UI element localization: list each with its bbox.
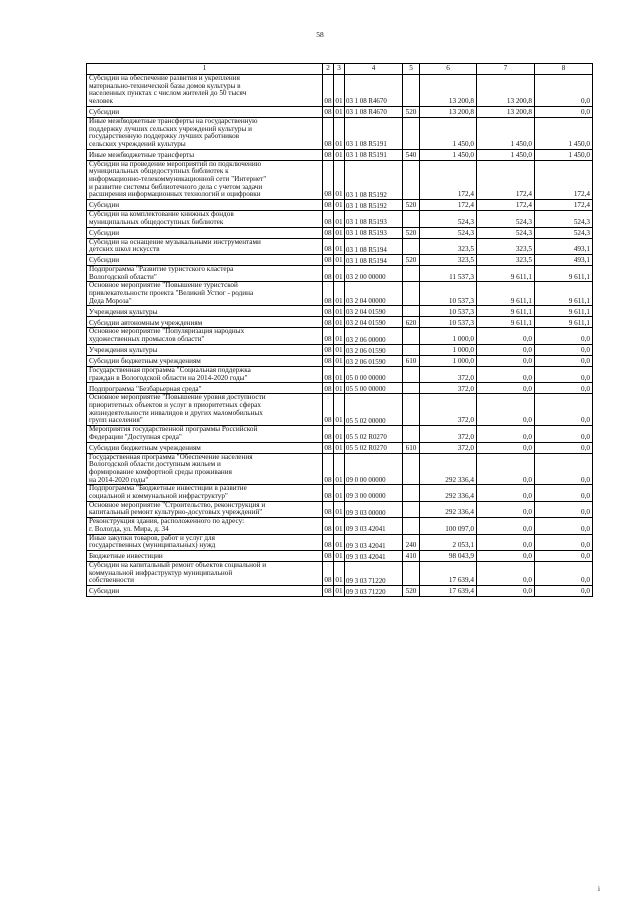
row-amount-col6-cell: 292 336,4 xyxy=(420,501,477,517)
row-name-cell: Бюджетные инвестиции xyxy=(87,550,323,561)
row-name-cell: Субсидии автономным учреждениям xyxy=(87,317,323,328)
row-expense-type-cell: 620 xyxy=(403,317,420,328)
row-amount-col8-cell: 0,0 xyxy=(535,534,593,550)
row-subsection-cell: 01 xyxy=(334,282,345,306)
row-amount-col6-cell: 13 200,8 xyxy=(420,75,477,107)
row-section-cell: 08 xyxy=(323,561,334,585)
row-section-cell: 08 xyxy=(324,346,332,355)
table-row xyxy=(87,442,593,453)
row-amount-col8-cell: 0,0 xyxy=(535,366,593,382)
row-expense-type-cell xyxy=(403,328,420,344)
table-row xyxy=(87,238,593,254)
row-amount-col7-cell: 0,0 xyxy=(477,534,535,550)
row-amount-col8-cell: 493,1 xyxy=(535,238,593,254)
row-amount-col6-cell: 372,0 xyxy=(420,366,477,382)
row-target-article-cell: 05 5 00 00000 xyxy=(345,383,403,394)
row-amount-col7-cell: 0,0 xyxy=(477,550,535,561)
row-amount-col6-cell: 372,0 xyxy=(420,442,477,453)
row-subsection-cell: 01 xyxy=(335,443,343,452)
row-amount-col8-cell: 0,0 xyxy=(535,518,593,534)
row-target-article-cell: 09 3 03 42041 xyxy=(345,534,403,550)
row-name-cell: Государственная программа "Социальная поддержка граждан в Вологодской области на 2014-2020 годы" xyxy=(87,366,323,382)
row-section-cell: 08 xyxy=(323,453,334,485)
row-name-cell: Иные межбюджетные трансферты xyxy=(87,149,323,160)
row-amount-col7-cell: 0,0 xyxy=(477,344,535,355)
row-section-cell: 08 xyxy=(323,426,334,442)
row-amount-col8-cell: 9 611,1 xyxy=(535,282,593,306)
column-header-3: 3 xyxy=(334,64,345,75)
row-section-cell: 08 xyxy=(324,256,332,265)
row-subsection-cell: 01 xyxy=(335,552,343,561)
table-row xyxy=(87,75,593,107)
row-target-article-cell: 03 1 08 R5192 xyxy=(345,160,403,200)
footer-mark: i xyxy=(598,885,600,893)
row-name-cell: Подпрограмма "Безбарьерная среда" xyxy=(87,383,323,394)
row-amount-col7-cell: 13 200,8 xyxy=(477,106,535,117)
row-section-cell: 08 xyxy=(323,238,334,254)
row-section-cell: 08 xyxy=(323,501,334,517)
row-amount-col7-cell: 9 611,1 xyxy=(477,317,535,328)
row-target-article-cell: 03 1 08 R5191 xyxy=(345,117,403,149)
row-target-article-cell: 03 1 08 R4670 xyxy=(345,106,403,117)
row-amount-col6-cell: 10 537,3 xyxy=(420,317,477,328)
table-row xyxy=(87,344,593,355)
row-amount-col6-cell: 100 097,0 xyxy=(420,518,477,534)
row-target-article-cell: 09 3 03 71220 xyxy=(345,561,403,585)
row-amount-col6-cell: 292 336,4 xyxy=(420,485,477,501)
row-subsection-cell: 01 xyxy=(335,108,343,117)
row-amount-col8-cell: 172,4 xyxy=(535,160,593,200)
row-section-cell: 08 xyxy=(323,534,334,550)
row-expense-type-cell xyxy=(403,282,420,306)
row-amount-col8-cell: 9 611,1 xyxy=(535,317,593,328)
row-expense-type-cell xyxy=(403,501,420,517)
row-section-cell: 08 xyxy=(323,160,334,200)
table-row xyxy=(87,227,593,238)
row-target-article-cell: 09 3 03 42041 xyxy=(345,550,403,561)
row-expense-type-cell: 520 xyxy=(403,227,420,238)
table-row xyxy=(87,317,593,328)
row-amount-col6-cell: 2 053,1 xyxy=(420,534,477,550)
row-subsection-cell: 01 xyxy=(334,534,345,550)
row-amount-col8-cell: 0,0 xyxy=(535,501,593,517)
row-amount-col7-cell: 9 611,1 xyxy=(477,282,535,306)
row-target-article-cell: 03 2 00 00000 xyxy=(345,265,403,281)
row-name-cell: Подпрограмма "Бюджетные инвестиции в развитие социальной и коммунальной инфраструктур" xyxy=(87,485,323,501)
column-header-8: 8 xyxy=(535,64,593,75)
row-amount-col8-cell: 0,0 xyxy=(535,344,593,355)
row-expense-type-cell xyxy=(403,366,420,382)
row-subsection-cell: 01 xyxy=(335,318,343,327)
row-expense-type-cell: 520 xyxy=(403,106,420,117)
row-subsection-cell: 01 xyxy=(335,587,343,596)
row-name-cell: Субсидии бюджетным учреждениям xyxy=(87,442,323,453)
row-name-cell: Учреждения культуры xyxy=(87,306,323,317)
row-name-cell: Субсидии xyxy=(87,586,323,597)
row-subsection-cell: 01 xyxy=(334,453,345,485)
row-target-article-cell: 09 3 03 00000 xyxy=(345,501,403,517)
row-subsection-cell: 01 xyxy=(335,384,343,393)
row-target-article-cell: 03 2 06 00000 xyxy=(345,328,403,344)
row-expense-type-cell: 520 xyxy=(403,254,420,265)
row-amount-col8-cell: 0,0 xyxy=(535,394,593,426)
row-subsection-cell: 01 xyxy=(334,238,345,254)
row-target-article-cell: 09 0 00 00000 xyxy=(345,453,403,485)
row-section-cell: 08 xyxy=(323,265,334,281)
row-section-cell: 08 xyxy=(323,282,334,306)
column-header-6: 6 xyxy=(420,64,477,75)
column-header-7: 7 xyxy=(477,64,535,75)
row-amount-col6-cell: 292 336,4 xyxy=(420,453,477,485)
row-amount-col6-cell: 10 537,3 xyxy=(420,306,477,317)
row-subsection-cell: 01 xyxy=(335,150,343,159)
row-section-cell: 08 xyxy=(324,108,332,117)
table-row xyxy=(87,550,593,561)
row-target-article-cell: 09 3 00 00000 xyxy=(345,485,403,501)
row-section-cell: 08 xyxy=(324,587,332,596)
row-name-cell: Субсидии xyxy=(87,227,323,238)
row-amount-col8-cell: 0,0 xyxy=(535,442,593,453)
row-amount-col8-cell: 0,0 xyxy=(535,383,593,394)
row-expense-type-cell xyxy=(403,117,420,149)
row-amount-col7-cell: 172,4 xyxy=(477,200,535,211)
row-amount-col6-cell: 98 043,9 xyxy=(420,550,477,561)
row-amount-col7-cell: 1 450,0 xyxy=(477,117,535,149)
row-amount-col6-cell: 17 639,4 xyxy=(420,586,477,597)
row-target-article-cell: 03 1 08 R5193 xyxy=(345,211,403,227)
row-expense-type-cell xyxy=(403,485,420,501)
table-row xyxy=(87,160,593,200)
row-expense-type-cell xyxy=(403,383,420,394)
row-target-article-cell: 03 2 04 01590 xyxy=(345,306,403,317)
page-number: 58 xyxy=(316,30,324,39)
row-amount-col8-cell: 0,0 xyxy=(535,485,593,501)
row-subsection-cell: 01 xyxy=(335,256,343,265)
column-header-4: 4 xyxy=(345,64,403,75)
row-amount-col6-cell: 172,4 xyxy=(420,160,477,200)
row-amount-col7-cell: 323,5 xyxy=(477,238,535,254)
table-row xyxy=(87,426,593,442)
row-amount-col6-cell: 10 537,3 xyxy=(420,282,477,306)
row-subsection-cell: 01 xyxy=(334,366,345,382)
row-amount-col8-cell: 0,0 xyxy=(535,75,593,107)
row-expense-type-cell xyxy=(403,306,420,317)
row-amount-col6-cell: 17 639,4 xyxy=(420,561,477,585)
row-amount-col6-cell: 524,3 xyxy=(420,227,477,238)
row-amount-col7-cell: 9 611,1 xyxy=(477,265,535,281)
table-row xyxy=(87,355,593,366)
row-name-cell: Мероприятия государственной программы Российской Федерации "Доступная среда" xyxy=(87,426,323,442)
row-name-cell: Государственная программа "Обеспечение населения Вологодской области доступным жильем и формирование комфортной среды проживания на 2014-2020 годы" xyxy=(87,453,323,485)
row-target-article-cell: 05 5 02 R0270 xyxy=(345,442,403,453)
row-amount-col6-cell: 323,5 xyxy=(420,238,477,254)
table-row xyxy=(87,394,593,426)
row-target-article-cell: 05 0 00 00000 xyxy=(345,366,403,382)
row-amount-col7-cell: 0,0 xyxy=(477,394,535,426)
budget-table xyxy=(86,63,593,597)
table-row xyxy=(87,149,593,160)
row-amount-col6-cell: 172,4 xyxy=(420,200,477,211)
row-amount-col8-cell: 1 450,0 xyxy=(535,149,593,160)
row-name-cell: Основное мероприятие "Популяризация народных художественных промыслов области" xyxy=(87,328,323,344)
row-name-cell: Основное мероприятие "Повышение туристской привлекательности проекта "Великий Устюг - родина Деда Мороза" xyxy=(87,282,323,306)
row-amount-col6-cell: 372,0 xyxy=(420,394,477,426)
row-amount-col6-cell: 1 450,0 xyxy=(420,149,477,160)
table-row xyxy=(87,211,593,227)
row-section-cell: 08 xyxy=(323,75,334,107)
table-row xyxy=(87,485,593,501)
row-section-cell: 08 xyxy=(324,150,332,159)
row-amount-col8-cell: 1 450,0 xyxy=(535,117,593,149)
row-expense-type-cell: 240 xyxy=(403,534,420,550)
row-name-cell: Субсидии бюджетным учреждениям xyxy=(87,355,323,366)
column-header-2: 2 xyxy=(323,64,334,75)
row-target-article-cell: 03 1 08 R4670 xyxy=(345,75,403,107)
row-target-article-cell: 03 1 08 R5191 xyxy=(345,149,403,160)
row-section-cell: 08 xyxy=(324,552,332,561)
row-subsection-cell: 01 xyxy=(334,75,345,107)
row-amount-col7-cell: 0,0 xyxy=(477,485,535,501)
row-amount-col7-cell: 323,5 xyxy=(477,254,535,265)
row-subsection-cell: 01 xyxy=(334,117,345,149)
row-target-article-cell: 09 3 03 71220 xyxy=(345,586,403,597)
row-expense-type-cell xyxy=(403,344,420,355)
row-amount-col7-cell: 0,0 xyxy=(477,442,535,453)
row-expense-type-cell xyxy=(403,426,420,442)
row-section-cell: 08 xyxy=(324,318,332,327)
row-amount-col6-cell: 1 000,0 xyxy=(420,344,477,355)
row-subsection-cell: 01 xyxy=(335,346,343,355)
row-amount-col7-cell: 524,3 xyxy=(477,227,535,238)
row-amount-col7-cell: 524,3 xyxy=(477,211,535,227)
table-row xyxy=(87,534,593,550)
table-row xyxy=(87,518,593,534)
row-amount-col6-cell: 13 200,8 xyxy=(420,106,477,117)
row-section-cell: 08 xyxy=(323,366,334,382)
table-row xyxy=(87,200,593,211)
table-row xyxy=(87,328,593,344)
row-name-cell: Подпрограмма "Развитие туристского кластера Вологодской области" xyxy=(87,265,323,281)
row-amount-col8-cell: 493,1 xyxy=(535,254,593,265)
row-section-cell: 08 xyxy=(323,328,334,344)
row-subsection-cell: 01 xyxy=(334,211,345,227)
row-target-article-cell: 03 2 04 01590 xyxy=(345,317,403,328)
row-subsection-cell: 01 xyxy=(334,426,345,442)
row-amount-col6-cell: 1 450,0 xyxy=(420,117,477,149)
row-amount-col8-cell: 0,0 xyxy=(535,328,593,344)
row-amount-col7-cell: 0,0 xyxy=(477,501,535,517)
row-expense-type-cell xyxy=(403,518,420,534)
row-amount-col8-cell: 172,4 xyxy=(535,200,593,211)
row-expense-type-cell xyxy=(403,238,420,254)
row-section-cell: 08 xyxy=(324,201,332,210)
row-section-cell: 08 xyxy=(323,518,334,534)
row-name-cell: Основное мероприятие "Повышение уровня доступности приоритетных объектов и услуг в приоритетных сферах жизнедеятельности инвалидов и других маломобильных групп населения" xyxy=(87,394,323,426)
row-amount-col7-cell: 172,4 xyxy=(477,160,535,200)
row-name-cell: Иные межбюджетные трансферты на государственную поддержку лучших сельских учреждений культуры и государственную поддержку лучших работников сельских учреждений культуры xyxy=(87,117,323,149)
row-amount-col7-cell: 0,0 xyxy=(477,453,535,485)
row-amount-col8-cell: 0,0 xyxy=(535,561,593,585)
row-section-cell: 08 xyxy=(323,394,334,426)
row-name-cell: Субсидии на проведение мероприятий по подключению муниципальных общедоступных библиотек к информационно-телекоммуникационной сети "Интернет" и развитие системы библиотечного дела с учетом задачи расширения информационных технологий и оцифровки xyxy=(87,160,323,200)
row-amount-col8-cell: 0,0 xyxy=(535,106,593,117)
row-subsection-cell: 01 xyxy=(334,265,345,281)
row-expense-type-cell: 610 xyxy=(403,355,420,366)
row-amount-col6-cell: 1 000,0 xyxy=(420,355,477,366)
row-expense-type-cell: 520 xyxy=(403,586,420,597)
row-amount-col7-cell: 1 450,0 xyxy=(477,149,535,160)
row-target-article-cell: 05 5 02 R0270 xyxy=(345,426,403,442)
row-subsection-cell: 01 xyxy=(334,561,345,585)
row-subsection-cell: 01 xyxy=(335,307,343,316)
table-row xyxy=(87,383,593,394)
row-expense-type-cell: 520 xyxy=(403,200,420,211)
row-expense-type-cell xyxy=(403,453,420,485)
row-name-cell: Субсидии на комплектование книжных фондов муниципальных общедоступных библиотек xyxy=(87,211,323,227)
row-subsection-cell: 01 xyxy=(335,228,343,237)
row-section-cell: 08 xyxy=(324,357,332,366)
row-name-cell: Субсидии xyxy=(87,106,323,117)
row-subsection-cell: 01 xyxy=(334,518,345,534)
row-name-cell: Реконструкция здания, расположенного по адресу: г. Вологда, ул. Мира, д. 34 xyxy=(87,518,323,534)
row-section-cell: 08 xyxy=(324,384,332,393)
row-amount-col8-cell: 0,0 xyxy=(535,355,593,366)
row-section-cell: 08 xyxy=(323,485,334,501)
row-amount-col7-cell: 0,0 xyxy=(477,383,535,394)
row-subsection-cell: 01 xyxy=(334,328,345,344)
row-name-cell: Иные закупки товаров, работ и услуг для государственных (муниципальных) нужд xyxy=(87,534,323,550)
row-section-cell: 08 xyxy=(324,443,332,452)
table-row xyxy=(87,501,593,517)
table-row xyxy=(87,453,593,485)
table-row xyxy=(87,254,593,265)
row-amount-col7-cell: 13 200,8 xyxy=(477,75,535,107)
row-target-article-cell: 03 1 08 R5194 xyxy=(345,254,403,265)
table-row xyxy=(87,265,593,281)
row-name-cell: Субсидии на оснащение музыкальными инструментами детских школ искусств xyxy=(87,238,323,254)
row-name-cell: Субсидии xyxy=(87,200,323,211)
table-row xyxy=(87,282,593,306)
row-section-cell: 08 xyxy=(323,211,334,227)
row-target-article-cell: 03 1 08 R5192 xyxy=(345,200,403,211)
row-amount-col8-cell: 0,0 xyxy=(535,586,593,597)
row-expense-type-cell xyxy=(403,394,420,426)
row-name-cell: Субсидии xyxy=(87,254,323,265)
row-amount-col7-cell: 9 611,1 xyxy=(477,306,535,317)
row-amount-col7-cell: 0,0 xyxy=(477,426,535,442)
row-amount-col6-cell: 372,0 xyxy=(420,426,477,442)
table-row xyxy=(87,366,593,382)
header-row xyxy=(87,64,593,75)
column-header-1: 1 xyxy=(87,64,323,75)
row-target-article-cell: 03 2 04 00000 xyxy=(345,282,403,306)
table-body xyxy=(87,75,593,597)
row-expense-type-cell: 410 xyxy=(403,550,420,561)
row-name-cell: Субсидии на обеспечение развития и укрепления материально-технической базы домов культуры в населенных пунктах с числом жителей до 50 тысяч человек xyxy=(87,75,323,107)
row-expense-type-cell xyxy=(403,265,420,281)
row-amount-col7-cell: 0,0 xyxy=(477,355,535,366)
row-section-cell: 08 xyxy=(324,228,332,237)
row-amount-col8-cell: 524,3 xyxy=(535,211,593,227)
row-expense-type-cell xyxy=(403,211,420,227)
row-amount-col6-cell: 11 537,3 xyxy=(420,265,477,281)
row-target-article-cell: 09 3 03 42041 xyxy=(345,518,403,534)
row-subsection-cell: 01 xyxy=(334,485,345,501)
row-expense-type-cell: 610 xyxy=(403,442,420,453)
row-subsection-cell: 01 xyxy=(334,501,345,517)
row-target-article-cell: 03 1 08 R5193 xyxy=(345,227,403,238)
row-target-article-cell: 03 2 06 01590 xyxy=(345,355,403,366)
row-expense-type-cell: 540 xyxy=(403,149,420,160)
row-expense-type-cell xyxy=(403,561,420,585)
row-amount-col6-cell: 1 000,0 xyxy=(420,328,477,344)
row-amount-col7-cell: 0,0 xyxy=(477,518,535,534)
row-expense-type-cell xyxy=(403,75,420,107)
row-amount-col8-cell: 0,0 xyxy=(535,453,593,485)
row-name-cell: Основное мероприятие "Строительство, реконструкция и капитальный ремонт культурно-досуговых учреждений" xyxy=(87,501,323,517)
row-target-article-cell: 03 2 06 01590 xyxy=(345,344,403,355)
row-target-article-cell: 05 5 02 00000 xyxy=(345,394,403,426)
row-section-cell: 08 xyxy=(323,117,334,149)
row-target-article-cell: 03 1 08 R5194 xyxy=(345,238,403,254)
row-subsection-cell: 01 xyxy=(335,357,343,366)
row-expense-type-cell xyxy=(403,160,420,200)
row-amount-col8-cell: 9 611,1 xyxy=(535,265,593,281)
table-row xyxy=(87,561,593,585)
column-header-5: 5 xyxy=(403,64,420,75)
row-subsection-cell: 01 xyxy=(334,394,345,426)
table-row xyxy=(87,117,593,149)
row-amount-col8-cell: 0,0 xyxy=(535,550,593,561)
row-amount-col6-cell: 323,5 xyxy=(420,254,477,265)
row-name-cell: Учреждения культуры xyxy=(87,344,323,355)
row-amount-col6-cell: 524,3 xyxy=(420,211,477,227)
table-row xyxy=(87,586,593,597)
table-row xyxy=(87,306,593,317)
table-row xyxy=(87,106,593,117)
row-amount-col7-cell: 0,0 xyxy=(477,328,535,344)
row-amount-col8-cell: 524,3 xyxy=(535,227,593,238)
row-amount-col8-cell: 0,0 xyxy=(535,426,593,442)
row-section-cell: 08 xyxy=(324,307,332,316)
row-amount-col6-cell: 372,0 xyxy=(420,383,477,394)
row-name-cell: Субсидии на капитальный ремонт объектов социальной и коммунальной инфраструктур муниципальной собственности xyxy=(87,561,323,585)
row-amount-col7-cell: 0,0 xyxy=(477,586,535,597)
row-amount-col7-cell: 0,0 xyxy=(477,366,535,382)
row-subsection-cell: 01 xyxy=(335,201,343,210)
row-subsection-cell: 01 xyxy=(334,160,345,200)
row-amount-col8-cell: 9 611,1 xyxy=(535,306,593,317)
row-amount-col7-cell: 0,0 xyxy=(477,561,535,585)
